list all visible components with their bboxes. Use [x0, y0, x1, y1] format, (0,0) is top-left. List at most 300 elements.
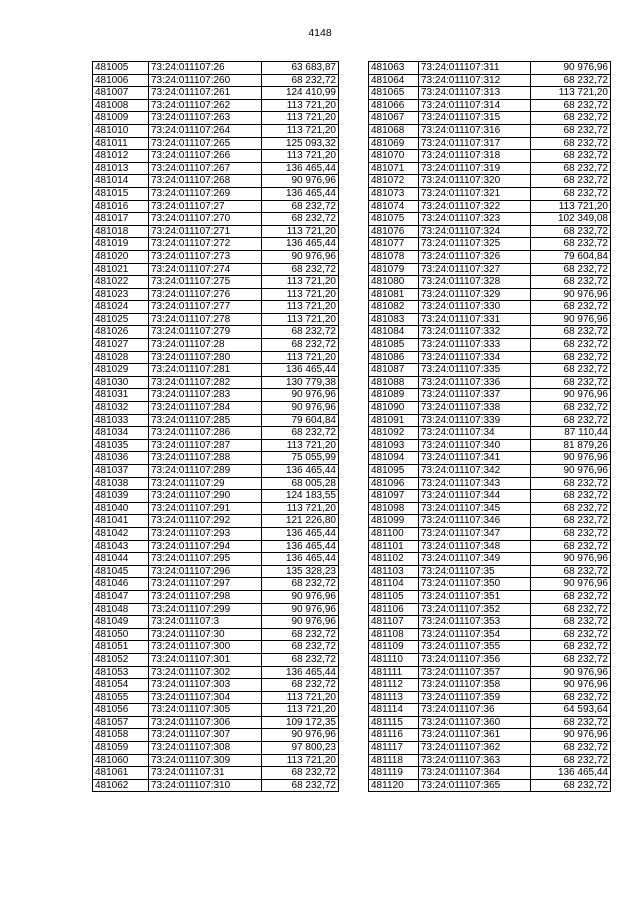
cadastral-number-cell: 73:24:011107:316 [419, 124, 531, 137]
cadastral-value-cell: 90 976,96 [531, 389, 611, 402]
row-number-cell: 481069 [369, 137, 419, 150]
cadastral-number-cell: 73:24:011107:355 [419, 641, 531, 654]
row-number-cell: 481029 [93, 364, 149, 377]
row-number-cell: 481035 [93, 439, 149, 452]
cadastral-number-cell: 73:24:011107:31 [149, 767, 262, 780]
cadastral-number-cell: 73:24:011107:291 [149, 502, 262, 515]
cadastral-number-cell: 73:24:011107:350 [419, 578, 531, 591]
cadastral-value-cell: 68 232,72 [531, 779, 611, 792]
cadastral-value-cell: 68 232,72 [531, 137, 611, 150]
table-row [93, 137, 339, 150]
table-row [369, 779, 611, 792]
row-number-cell: 481088 [369, 376, 419, 389]
cadastral-number-cell: 73:24:011107:302 [149, 666, 262, 679]
table-row [369, 716, 611, 729]
table-row [369, 553, 611, 566]
row-number-cell: 481038 [93, 477, 149, 490]
cadastral-number-cell: 73:24:011107:323 [419, 213, 531, 226]
table-row [93, 175, 339, 188]
table-row [369, 465, 611, 478]
row-number-cell: 481118 [369, 754, 419, 767]
table-row [93, 779, 339, 792]
cadastral-value-cell: 97 800,23 [262, 742, 339, 755]
table-row [369, 389, 611, 402]
cadastral-value-cell: 68 232,72 [531, 565, 611, 578]
cadastral-value-cell: 68 232,72 [531, 351, 611, 364]
cadastral-value-cell: 68 232,72 [531, 603, 611, 616]
cadastral-value-cell: 68 232,72 [262, 263, 339, 276]
row-number-cell: 481074 [369, 200, 419, 213]
row-number-cell: 481103 [369, 565, 419, 578]
cadastral-value-cell: 68 232,72 [531, 175, 611, 188]
row-number-cell: 481081 [369, 288, 419, 301]
table-row [369, 187, 611, 200]
table-row [93, 704, 339, 717]
cadastral-number-cell: 73:24:011107:280 [149, 351, 262, 364]
cadastral-number-cell: 73:24:011107:26 [149, 62, 262, 75]
row-number-cell: 481018 [93, 225, 149, 238]
row-number-cell: 481090 [369, 402, 419, 415]
table-row [93, 414, 339, 427]
cadastral-value-cell: 136 465,44 [262, 238, 339, 251]
cadastral-value-cell: 68 232,72 [262, 628, 339, 641]
table-row [369, 565, 611, 578]
row-number-cell: 481092 [369, 427, 419, 440]
cadastral-value-cell: 68 232,72 [531, 74, 611, 87]
cadastral-number-cell: 73:24:011107:304 [149, 691, 262, 704]
cadastral-value-cell: 68 232,72 [531, 112, 611, 125]
table-row [369, 200, 611, 213]
table-row [93, 288, 339, 301]
table-row [369, 616, 611, 629]
cadastral-number-cell: 73:24:011107:329 [419, 288, 531, 301]
cadastral-number-cell: 73:24:011107:319 [419, 162, 531, 175]
table-row [93, 238, 339, 251]
row-number-cell: 481109 [369, 641, 419, 654]
cadastral-value-cell: 90 976,96 [531, 452, 611, 465]
cadastral-number-cell: 73:24:011107:339 [419, 414, 531, 427]
cadastral-value-cell: 124 410,99 [262, 87, 339, 100]
cadastral-value-cell: 68 232,72 [531, 376, 611, 389]
row-number-cell: 481053 [93, 666, 149, 679]
cadastral-value-cell: 113 721,20 [262, 704, 339, 717]
cadastral-number-cell: 73:24:011107:281 [149, 364, 262, 377]
cadastral-value-cell: 113 721,20 [262, 112, 339, 125]
row-number-cell: 481031 [93, 389, 149, 402]
cadastral-number-cell: 73:24:011107:300 [149, 641, 262, 654]
table-row [93, 465, 339, 478]
cadastral-number-cell: 73:24:011107:264 [149, 124, 262, 137]
row-number-cell: 481091 [369, 414, 419, 427]
cadastral-number-cell: 73:24:011107:289 [149, 465, 262, 478]
row-number-cell: 481020 [93, 250, 149, 263]
cadastral-number-cell: 73:24:011107:287 [149, 439, 262, 452]
row-number-cell: 481115 [369, 716, 419, 729]
row-number-cell: 481028 [93, 351, 149, 364]
row-number-cell: 481011 [93, 137, 149, 150]
row-number-cell: 481105 [369, 590, 419, 603]
cadastral-number-cell: 73:24:011107:28 [149, 339, 262, 352]
table-row [93, 150, 339, 163]
cadastral-value-cell: 68 232,72 [262, 74, 339, 87]
table-row [369, 351, 611, 364]
cadastral-number-cell: 73:24:011107:333 [419, 339, 531, 352]
cadastral-number-cell: 73:24:011107:362 [419, 742, 531, 755]
table-row [93, 767, 339, 780]
cadastral-number-cell: 73:24:011107:271 [149, 225, 262, 238]
cadastral-number-cell: 73:24:011107:284 [149, 402, 262, 415]
row-number-cell: 481049 [93, 616, 149, 629]
cadastral-value-cell: 68 232,72 [531, 754, 611, 767]
cadastral-value-cell: 68 232,72 [262, 779, 339, 792]
row-number-cell: 481027 [93, 339, 149, 352]
table-row [369, 213, 611, 226]
cadastral-number-cell: 73:24:011107:338 [419, 402, 531, 415]
row-number-cell: 481083 [369, 313, 419, 326]
table-row [369, 427, 611, 440]
cadastral-value-cell: 68 232,72 [531, 414, 611, 427]
cadastral-value-cell: 81 879,26 [531, 439, 611, 452]
cadastral-number-cell: 73:24:011107:293 [149, 527, 262, 540]
table-row [93, 653, 339, 666]
row-number-cell: 481085 [369, 339, 419, 352]
cadastral-number-cell: 73:24:011107:349 [419, 553, 531, 566]
row-number-cell: 481010 [93, 124, 149, 137]
table-row [93, 112, 339, 125]
table-row [369, 729, 611, 742]
table-row [369, 175, 611, 188]
cadastral-value-cell: 125 093,32 [262, 137, 339, 150]
cadastral-value-cell: 113 721,20 [262, 276, 339, 289]
table-row [93, 427, 339, 440]
row-number-cell: 481101 [369, 540, 419, 553]
row-number-cell: 481065 [369, 87, 419, 100]
cadastral-value-cell: 68 232,72 [531, 402, 611, 415]
row-number-cell: 481097 [369, 490, 419, 503]
cadastral-number-cell: 73:24:011107:361 [419, 729, 531, 742]
cadastral-value-cell: 113 721,20 [262, 439, 339, 452]
cadastral-number-cell: 73:24:011107:278 [149, 313, 262, 326]
table-row [93, 339, 339, 352]
cadastral-value-cell: 90 976,96 [531, 465, 611, 478]
cadastral-value-cell: 113 721,20 [262, 351, 339, 364]
cadastral-number-cell: 73:24:011107:265 [149, 137, 262, 150]
row-number-cell: 481084 [369, 326, 419, 339]
cadastral-value-cell: 113 721,20 [262, 754, 339, 767]
table-row [93, 62, 339, 75]
row-number-cell: 481019 [93, 238, 149, 251]
row-number-cell: 481012 [93, 150, 149, 163]
cadastral-number-cell: 73:24:011107:307 [149, 729, 262, 742]
cadastral-number-cell: 73:24:011107:341 [419, 452, 531, 465]
cadastral-value-cell: 68 005,28 [262, 477, 339, 490]
cadastral-number-cell: 73:24:011107:345 [419, 502, 531, 515]
table-row [369, 490, 611, 503]
cadastral-number-cell: 73:24:011107:336 [419, 376, 531, 389]
table-row [369, 653, 611, 666]
cadastral-value-cell: 136 465,44 [262, 527, 339, 540]
table-row [93, 742, 339, 755]
row-number-cell: 481051 [93, 641, 149, 654]
row-number-cell: 481112 [369, 679, 419, 692]
cadastral-value-cell: 68 232,72 [262, 679, 339, 692]
table-row [369, 477, 611, 490]
cadastral-number-cell: 73:24:011107:348 [419, 540, 531, 553]
table-row [369, 628, 611, 641]
table-row [93, 74, 339, 87]
cadastral-number-cell: 73:24:011107:303 [149, 679, 262, 692]
row-number-cell: 481062 [93, 779, 149, 792]
cadastral-number-cell: 73:24:011107:275 [149, 276, 262, 289]
table-row [93, 540, 339, 553]
row-number-cell: 481063 [369, 62, 419, 75]
cadastral-number-cell: 73:24:011107:273 [149, 250, 262, 263]
cadastral-number-cell: 73:24:011107:357 [419, 666, 531, 679]
table-row [369, 326, 611, 339]
cadastral-number-cell: 73:24:011107:272 [149, 238, 262, 251]
table-row [369, 502, 611, 515]
row-number-cell: 481030 [93, 376, 149, 389]
row-number-cell: 481043 [93, 540, 149, 553]
row-number-cell: 481094 [369, 452, 419, 465]
cadastral-number-cell: 73:24:011107:285 [149, 414, 262, 427]
row-number-cell: 481100 [369, 527, 419, 540]
cadastral-number-cell: 73:24:011107:288 [149, 452, 262, 465]
cadastral-value-cell: 135 328,23 [262, 565, 339, 578]
table-row [93, 666, 339, 679]
cadastral-value-cell: 113 721,20 [262, 150, 339, 163]
cadastral-value-cell: 136 465,44 [262, 465, 339, 478]
table-row [369, 603, 611, 616]
row-number-cell: 481058 [93, 729, 149, 742]
row-number-cell: 481033 [93, 414, 149, 427]
cadastral-number-cell: 73:24:011107:301 [149, 653, 262, 666]
cadastral-number-cell: 73:24:011107:308 [149, 742, 262, 755]
table-row [369, 578, 611, 591]
cadastral-number-cell: 73:24:011107:326 [419, 250, 531, 263]
table-row [93, 641, 339, 654]
row-number-cell: 481047 [93, 590, 149, 603]
row-number-cell: 481102 [369, 553, 419, 566]
cadastral-value-cell: 68 232,72 [531, 301, 611, 314]
table-row [93, 502, 339, 515]
row-number-cell: 481032 [93, 402, 149, 415]
row-number-cell: 481046 [93, 578, 149, 591]
row-number-cell: 481056 [93, 704, 149, 717]
cadastral-value-cell: 136 465,44 [262, 553, 339, 566]
row-number-cell: 481060 [93, 754, 149, 767]
cadastral-number-cell: 73:24:011107:296 [149, 565, 262, 578]
cadastral-value-cell: 68 232,72 [531, 691, 611, 704]
row-number-cell: 481009 [93, 112, 149, 125]
cadastral-value-cell: 68 232,72 [531, 326, 611, 339]
cadastral-number-cell: 73:24:011107:262 [149, 99, 262, 112]
table-row [93, 389, 339, 402]
cadastral-number-cell: 73:24:011107:314 [419, 99, 531, 112]
table-row [93, 565, 339, 578]
row-number-cell: 481108 [369, 628, 419, 641]
cadastral-value-cell: 136 465,44 [262, 540, 339, 553]
table-row [93, 729, 339, 742]
cadastral-number-cell: 73:24:011107:282 [149, 376, 262, 389]
table-row [369, 452, 611, 465]
cadastral-value-cell: 68 232,72 [531, 150, 611, 163]
cadastral-number-cell: 73:24:011107:358 [419, 679, 531, 692]
cadastral-number-cell: 73:24:011107:297 [149, 578, 262, 591]
row-number-cell: 481104 [369, 578, 419, 591]
table-row [369, 162, 611, 175]
cadastral-number-cell: 73:24:011107:344 [419, 490, 531, 503]
table-row [369, 313, 611, 326]
row-number-cell: 481006 [93, 74, 149, 87]
cadastral-value-cell: 68 232,72 [531, 502, 611, 515]
row-number-cell: 481025 [93, 313, 149, 326]
table-row [93, 99, 339, 112]
cadastral-value-cell: 136 465,44 [262, 364, 339, 377]
cadastral-number-cell: 73:24:011107:269 [149, 187, 262, 200]
table-row [369, 276, 611, 289]
row-number-cell: 481042 [93, 527, 149, 540]
cadastral-number-cell: 73:24:011107:322 [419, 200, 531, 213]
table-row [93, 301, 339, 314]
row-number-cell: 481021 [93, 263, 149, 276]
row-number-cell: 481040 [93, 502, 149, 515]
cadastral-value-cell: 68 232,72 [262, 200, 339, 213]
table-row [369, 704, 611, 717]
register-table-right [368, 61, 611, 792]
row-number-cell: 481064 [369, 74, 419, 87]
cadastral-number-cell: 73:24:011107:337 [419, 389, 531, 402]
row-number-cell: 481073 [369, 187, 419, 200]
cadastral-value-cell: 113 721,20 [262, 691, 339, 704]
cadastral-value-cell: 136 465,44 [262, 666, 339, 679]
table-row [369, 666, 611, 679]
table-row [369, 150, 611, 163]
table-row [93, 490, 339, 503]
row-number-cell: 481057 [93, 716, 149, 729]
cadastral-number-cell: 73:24:011107:274 [149, 263, 262, 276]
cadastral-value-cell: 75 055,99 [262, 452, 339, 465]
cadastral-value-cell: 90 976,96 [262, 603, 339, 616]
table-row [93, 364, 339, 377]
cadastral-value-cell: 63 683,87 [262, 62, 339, 75]
row-number-cell: 481114 [369, 704, 419, 717]
cadastral-value-cell: 68 232,72 [262, 578, 339, 591]
cadastral-value-cell: 68 232,72 [262, 653, 339, 666]
cadastral-value-cell: 68 232,72 [531, 187, 611, 200]
cadastral-value-cell: 79 604,84 [262, 414, 339, 427]
cadastral-number-cell: 73:24:011107:283 [149, 389, 262, 402]
cadastral-number-cell: 73:24:011107:268 [149, 175, 262, 188]
cadastral-number-cell: 73:24:011107:30 [149, 628, 262, 641]
cadastral-number-cell: 73:24:011107:359 [419, 691, 531, 704]
row-number-cell: 481075 [369, 213, 419, 226]
table-row [93, 250, 339, 263]
cadastral-number-cell: 73:24:011107:295 [149, 553, 262, 566]
table-row [369, 99, 611, 112]
cadastral-value-cell: 113 721,20 [531, 87, 611, 100]
row-number-cell: 481026 [93, 326, 149, 339]
row-number-cell: 481008 [93, 99, 149, 112]
row-number-cell: 481080 [369, 276, 419, 289]
cadastral-number-cell: 73:24:011107:286 [149, 427, 262, 440]
table-row [93, 376, 339, 389]
cadastral-value-cell: 68 232,72 [531, 742, 611, 755]
table-row [369, 238, 611, 251]
cadastral-number-cell: 73:24:011107:317 [419, 137, 531, 150]
table-row [369, 679, 611, 692]
cadastral-value-cell: 113 721,20 [262, 301, 339, 314]
cadastral-number-cell: 73:24:011107:321 [419, 187, 531, 200]
row-number-cell: 481076 [369, 225, 419, 238]
cadastral-number-cell: 73:24:011107:353 [419, 616, 531, 629]
cadastral-value-cell: 90 976,96 [262, 250, 339, 263]
cadastral-value-cell: 68 232,72 [531, 124, 611, 137]
row-number-cell: 481079 [369, 263, 419, 276]
cadastral-value-cell: 68 232,72 [531, 628, 611, 641]
table-row [93, 402, 339, 415]
row-number-cell: 481077 [369, 238, 419, 251]
cadastral-value-cell: 68 232,72 [531, 540, 611, 553]
cadastral-number-cell: 73:24:011107:29 [149, 477, 262, 490]
table-row [369, 439, 611, 452]
row-number-cell: 481095 [369, 465, 419, 478]
row-number-cell: 481023 [93, 288, 149, 301]
cadastral-number-cell: 73:24:011107:312 [419, 74, 531, 87]
row-number-cell: 481045 [93, 565, 149, 578]
cadastral-number-cell: 73:24:011107:343 [419, 477, 531, 490]
row-number-cell: 481111 [369, 666, 419, 679]
cadastral-value-cell: 90 976,96 [262, 402, 339, 415]
cadastral-value-cell: 90 976,96 [262, 175, 339, 188]
cadastral-number-cell: 73:24:011107:311 [419, 62, 531, 75]
table-row [93, 628, 339, 641]
cadastral-value-cell: 113 721,20 [262, 313, 339, 326]
cadastral-number-cell: 73:24:011107:305 [149, 704, 262, 717]
cadastral-value-cell: 87 110,44 [531, 427, 611, 440]
table-row [93, 263, 339, 276]
cadastral-value-cell: 90 976,96 [262, 590, 339, 603]
cadastral-value-cell: 90 976,96 [262, 616, 339, 629]
cadastral-number-cell: 73:24:011107:325 [419, 238, 531, 251]
row-number-cell: 481059 [93, 742, 149, 755]
cadastral-value-cell: 68 232,72 [262, 339, 339, 352]
row-number-cell: 481007 [93, 87, 149, 100]
cadastral-value-cell: 68 232,72 [531, 225, 611, 238]
table-row [369, 527, 611, 540]
cadastral-value-cell: 68 232,72 [531, 616, 611, 629]
cadastral-value-cell: 113 721,20 [262, 124, 339, 137]
cadastral-value-cell: 113 721,20 [262, 99, 339, 112]
cadastral-number-cell: 73:24:011107:299 [149, 603, 262, 616]
row-number-cell: 481005 [93, 62, 149, 75]
row-number-cell: 481061 [93, 767, 149, 780]
cadastral-value-cell: 79 604,84 [531, 250, 611, 263]
table-row [93, 351, 339, 364]
table-row [93, 326, 339, 339]
row-number-cell: 481055 [93, 691, 149, 704]
table-row [369, 364, 611, 377]
cadastral-value-cell: 90 976,96 [531, 679, 611, 692]
cadastral-value-cell: 90 976,96 [531, 553, 611, 566]
table-row [369, 754, 611, 767]
table-row [369, 301, 611, 314]
row-number-cell: 481093 [369, 439, 419, 452]
table-row [369, 641, 611, 654]
table-row [93, 313, 339, 326]
table-row [369, 402, 611, 415]
cadastral-value-cell: 113 721,20 [262, 288, 339, 301]
